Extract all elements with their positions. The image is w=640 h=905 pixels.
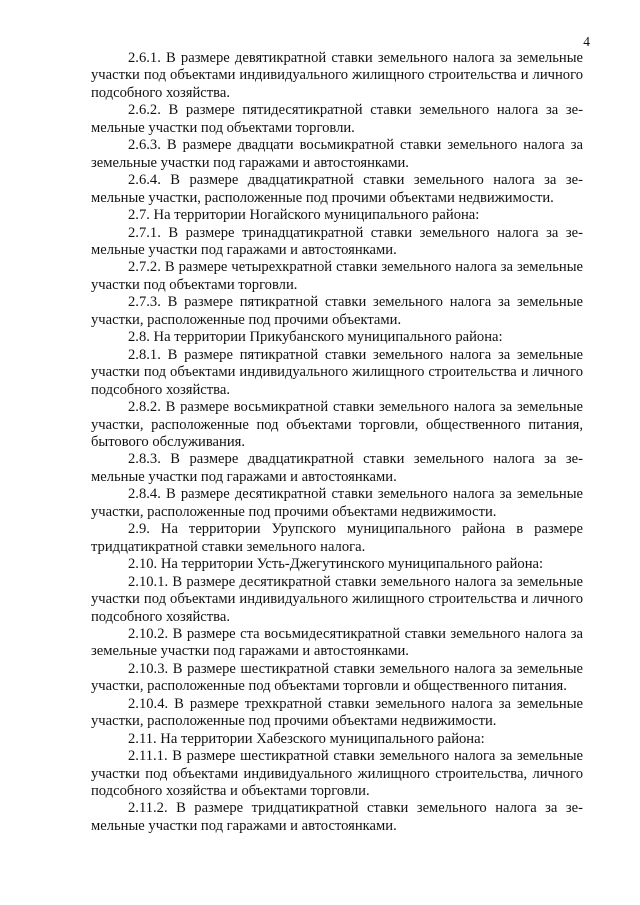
paragraph-2-11-2: 2.11.2. В размере тридцатикратной ставки земельного налога за земельные участки под гаражами и автостоянками.: [91, 800, 583, 834]
paragraph-2-7-1: 2.7.1. В размере тринадцатикратной ставки земельного налога за земельные участки под гаражами и автостоянками.: [91, 224, 583, 258]
paragraph-2-10-4: 2.10.4. В размере трехкратной ставки земельного налога за земельные участки, расположенные под прочими объектами недвижимости.: [91, 695, 583, 730]
paragraph-2-8-3: 2.8.3. В размере двадцатикратной ставки земельного налога за земельные участки под гаражами и автостоянками.: [91, 451, 583, 485]
paragraph-2-10-2: 2.10.2. В размере ста восьмидесятикратной ставки земельного налога за земельные участки под гаражами и автостоянками.: [91, 625, 583, 660]
paragraph-2-8-2: 2.8.2. В размере восьмикратной ставки земельного налога за земельные участки, расположенные под объектами торговли, общественного питания, бытового обслуживания.: [91, 399, 583, 450]
paragraph-2-7-3: 2.7.3. В размере пятикратной ставки земельного налога за земельные участки, расположенные под прочими объектами.: [91, 294, 583, 328]
paragraph-2-7: 2.7. На территории Ногайского муниципального района:: [128, 207, 480, 224]
paragraph-2-9: 2.9. На территории Урупского муниципального района в размере тридцатикратной ставки земельного налога.: [91, 521, 583, 555]
paragraph-2-10-1: 2.10.1. В размере десятикратной ставки земельного налога за земельные участки под объектами индивидуального жилищного строительства и личного подсобного хозяйства.: [91, 573, 583, 625]
paragraph-2-8-4: 2.8.4. В размере десятикратной ставки земельного налога за земельные участки, расположенные под прочими объектами недвижимости.: [91, 486, 583, 520]
page-number: 4: [583, 34, 590, 49]
paragraph-2-10-3: 2.10.3. В размере шестикратной ставки земельного налога за земельные участки, расположенные под объектами торговли и общественного питания.: [91, 660, 583, 695]
paragraph-2-8-1: 2.8.1. В размере пятикратной ставки земельного налога за земельные участки под объектами индивидуального жилищного строительства и личного подсобного хозяйства.: [91, 346, 583, 398]
paragraph-2-6-2: 2.6.2. В размере пятидесятикратной ставки земельного налога за земельные участки под объектами торговли.: [91, 102, 583, 136]
paragraph-2-11-1: 2.11.1. В размере шестикратной ставки земельного налога за земельные участки под объектами индивидуального жилищного строительства, личного подсобного хозяйства и объектами торговли.: [91, 748, 583, 800]
paragraph-2-6-4: 2.6.4. В размере двадцатикратной ставки земельного налога за земельные участки, расположенные под прочими объектами недвижимости.: [91, 172, 583, 206]
paragraph-2-8: 2.8. На территории Прикубанского муниципального района:: [128, 329, 503, 346]
paragraph-2-10: 2.10. На территории Усть-Джегутинского муниципального района:: [128, 556, 544, 573]
paragraph-2-6-3: 2.6.3. В размере двадцати восьмикратной ставки земельного налога за земельные участки под гаражами и автостоянками.: [91, 137, 583, 171]
paragraph-2-6-1: 2.6.1. В размере девятикратной ставки земельного налога за земельные участки под объектами индивидуального жилищного строительства и личного подсобного хозяйства.: [91, 50, 583, 101]
paragraph-2-7-2: 2.7.2. В размере четырехкратной ставки земельного налога за земельные участки под объектами торговли.: [91, 259, 583, 293]
paragraph-2-11: 2.11. На территории Хабезского муниципального района:: [128, 730, 485, 747]
document-body: [91, 50, 583, 835]
